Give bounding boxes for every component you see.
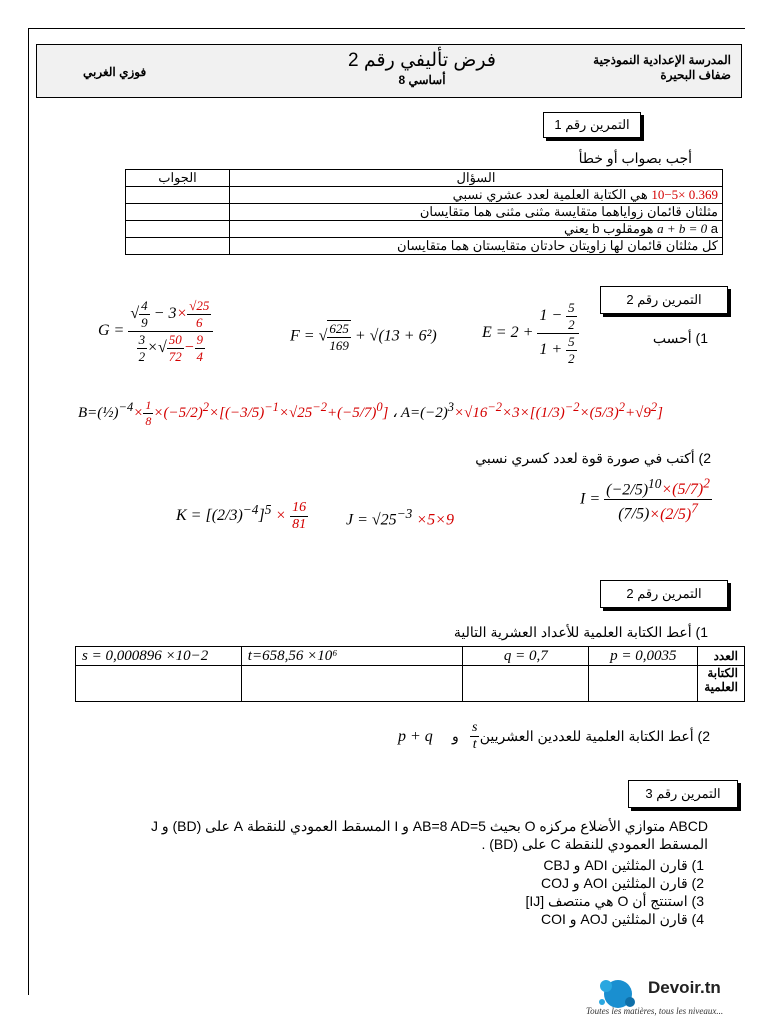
scientific-notation-table [75, 646, 745, 702]
list-item: 4) قارن المثلثين AOJ و COI [540, 911, 704, 927]
exam-title: فرض تأليفي رقم 2 [348, 50, 496, 71]
table-row [76, 647, 745, 666]
list-item: 2) قارن المثلثين AOI و COJ [540, 875, 704, 891]
teacher-name: فوزي الغربي [83, 65, 147, 79]
table-row: مثلثان قائمان زواياهما متقايسة مثنى مثنى هما متقايسان [126, 204, 723, 221]
q2-and: و [452, 728, 459, 744]
sum-p-q: p + q [398, 728, 433, 745]
table-row: كل مثلثان قائمان لها زاويتان حادتان متقايستان هما متقايسان [126, 238, 723, 255]
exam-header [36, 44, 742, 98]
answer-cell[interactable] [463, 666, 589, 702]
formula-j: $J = √25^{-3} \times 5\times 9$ [346, 506, 454, 529]
exercise2b-label: التمرين رقم 2 [600, 580, 728, 608]
true-false-table [125, 169, 723, 255]
formula-k: $K = [(2/3)^{-4}]^5$ × $\frac{16}{81}$ [176, 500, 307, 532]
table-row: 0.369 ×10−5 هي الكتابة العلمية لعدد عشري نسبي [126, 187, 723, 204]
answer-cell[interactable] [589, 666, 698, 702]
answer-cell[interactable] [76, 666, 242, 702]
exercise3-statement-1: ABCD متوازي الأضلاع مركزه O بحيث AB=8 AD=5 و I المسقط العمودي للنقطة A على (BD) و J [150, 818, 708, 834]
list-item: 1) قارن المثلثين ADI و CBJ [543, 857, 704, 873]
list-item: 3) استنتج أن O هي منتصف [IJ] [525, 893, 704, 909]
question-header: السؤال [230, 170, 723, 187]
formula-e: E = 2 + 1 − $\frac{5}{2}$ 1 + $\frac{5}{2}$ [482, 300, 579, 367]
table-row [76, 666, 745, 702]
exercise1-label: التمرين رقم 1 [543, 112, 641, 138]
formula-g: G = √ $\frac{4}{9}$ − 3× $\frac{√25}{6}$ $\frac{3}{2}$ ×√ $\frac{50}{72}$ − $\frac{9}{4}$ [98, 298, 213, 365]
value-q: q = 0,7 [463, 647, 589, 666]
answer-cell[interactable] [126, 187, 230, 204]
exercise3-statement-2: المسقط العمودي للنقطة C على (BD) . [481, 836, 708, 852]
exam-grade: 8 أساسي [398, 73, 446, 87]
formula-a-b: B=(½)$^{-4}$× $\frac{1}{8}$ $\times(-5/2)^2\times[(-3/5)^{-1}\times√25^{-2}+(-5/7)^0]$ ، $A=(-2)^3\times√16^{-2}\times 3\times[(1/3)^{-2}\times(5/3)^2+√9^2]$ [78, 398, 663, 428]
row-label-sci: الكتابة العلمية [698, 666, 745, 702]
answer-header: الجواب [126, 170, 230, 187]
formula-f: F = √ $\frac{625}{169}$ + √(13 + 6²) [290, 321, 437, 353]
school-name: المدرسة الإعدادية النموذجية ضفاف البحيرة [593, 53, 731, 82]
value-t: t=658,56 ×10⁶ [241, 647, 463, 666]
exercise2b-q1: 1) أعط الكتابة العلمية للأعداد العشرية التالية [453, 624, 708, 640]
exercise2b-q2: 2) أعط الكتابة العلمية للعددين العشريين [479, 728, 710, 744]
row-label-number: العدد [698, 647, 745, 666]
exercise3-items [525, 856, 704, 928]
logo-tagline: Toutes les matières, tous les niveaux... [586, 1006, 724, 1016]
fraction-s-over-t: $\frac{s}{t}$ [472, 720, 478, 752]
exercise2-q1: 1) أحسب [652, 330, 708, 346]
table-header-row [126, 170, 723, 187]
value-p: p = 0,0035 [589, 647, 698, 666]
exercise2-label: التمرين رقم 2 [600, 286, 728, 314]
answer-cell[interactable] [126, 204, 230, 221]
value-s: s = 0,000896 ×10−2 [76, 647, 242, 666]
table-row: a + b = 0 a هومقلوب b يعني [126, 221, 723, 238]
logo-text: Devoir.tn [648, 978, 721, 997]
exercise2-q2: 2) أكتب في صورة قوة لعدد كسري نسبي [475, 450, 711, 466]
answer-cell[interactable] [126, 238, 230, 255]
exercise3-label: التمرين رقم 3 [628, 780, 738, 808]
formula-i: I = $\frac{(-2/5)^{10}\times(5/7)^2}{(7/5)\times(2/5)^7}$ [580, 476, 710, 523]
exercise1-instruction: أجب بصواب أو خطأ [578, 150, 692, 166]
answer-cell[interactable] [126, 221, 230, 238]
answer-cell[interactable] [241, 666, 463, 702]
devoir-logo[interactable] [578, 972, 764, 1024]
